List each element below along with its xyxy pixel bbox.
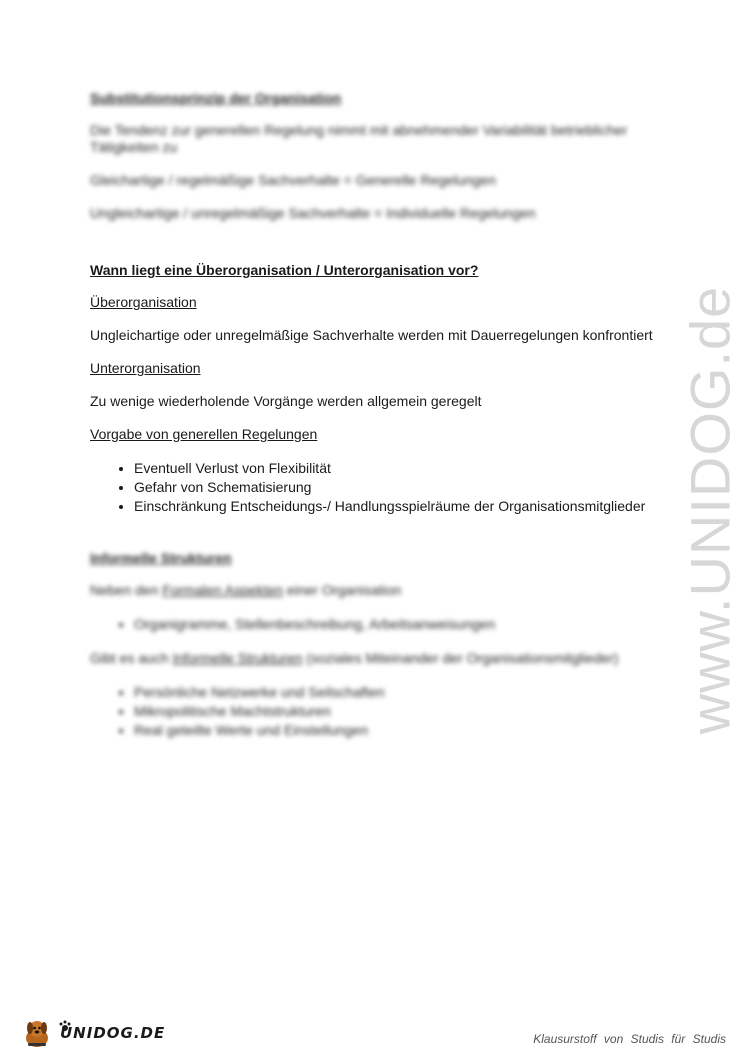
section-heading: Informelle Strukturen (90, 550, 232, 566)
paragraph: Die Tendenz zur generellen Regelung nimmt mit abnehmender Variabilität betrieblicher Tätigkeiten zu (90, 122, 628, 155)
footer-tagline: Klausurstoff von Studis für Studis (533, 1032, 726, 1046)
list-item: • Gefahr von Schematisierung (134, 478, 670, 497)
paragraph: Gleichartige / regelmäßige Sachverhalte = Generelle Regelungen (90, 172, 496, 188)
bullet-list (90, 615, 670, 634)
subheading-unterorganisation: Unterorganisation (90, 360, 201, 376)
section-ueberorganisation (90, 262, 670, 532)
paragraph: Zu wenige wiederholende Vorgänge werden allgemein geregelt (90, 393, 482, 409)
dog-logo-icon (20, 1016, 54, 1050)
text: einer Organisation (283, 582, 402, 598)
footer-logo (20, 1016, 180, 1050)
bullet-list (90, 459, 670, 516)
subheading-vorgabe: Vorgabe von generellen Regelungen (90, 426, 318, 442)
text: (soziales Miteinander der Organisationsmitglieder) (302, 650, 619, 666)
subheading-ueberorganisation: Überorganisation (90, 294, 197, 310)
list-item: • Persönliche Netzwerke und Seilschaften (134, 683, 670, 702)
section-informelle-strukturen (90, 550, 670, 756)
logo-text: UNIDOG.DE (60, 1024, 166, 1042)
watermark: www.UNIDOG.de (678, 285, 742, 735)
paragraph (90, 582, 670, 599)
text: Informelle Strukturen (172, 650, 303, 666)
section-heading: Wann liegt eine Überorganisation / Unterorganisation vor? (90, 262, 479, 278)
list-item: • Mikropolitische Machtstrukturen (134, 702, 670, 721)
list-item: • Real geteilte Werte und Einstellungen (134, 721, 670, 740)
paragraph: Ungleichartige oder unregelmäßige Sachverhalte werden mit Dauerregelungen konfrontiert (90, 327, 653, 343)
paragraph: Ungleichartige / unregelmäßige Sachverhalte = Individuelle Regelungen (90, 205, 536, 221)
section-substitutionsprinzip (90, 90, 670, 238)
text: Formalen Aspekten (162, 582, 284, 598)
paragraph (90, 650, 670, 667)
list-item: • Organigramme, Stellenbeschreibung, Arbeitsanweisungen (134, 615, 670, 634)
list-item: • Eventuell Verlust von Flexibilität (134, 459, 670, 478)
list-item: • Einschränkung Entscheidungs-/ Handlungsspielräume der Organisationsmitglieder (134, 497, 670, 516)
bullet-list (90, 683, 670, 740)
text: Neben den (90, 582, 163, 598)
section-heading: Substitutionsprinzip der Organisation (90, 90, 342, 106)
text: Gibt es auch (90, 650, 173, 666)
